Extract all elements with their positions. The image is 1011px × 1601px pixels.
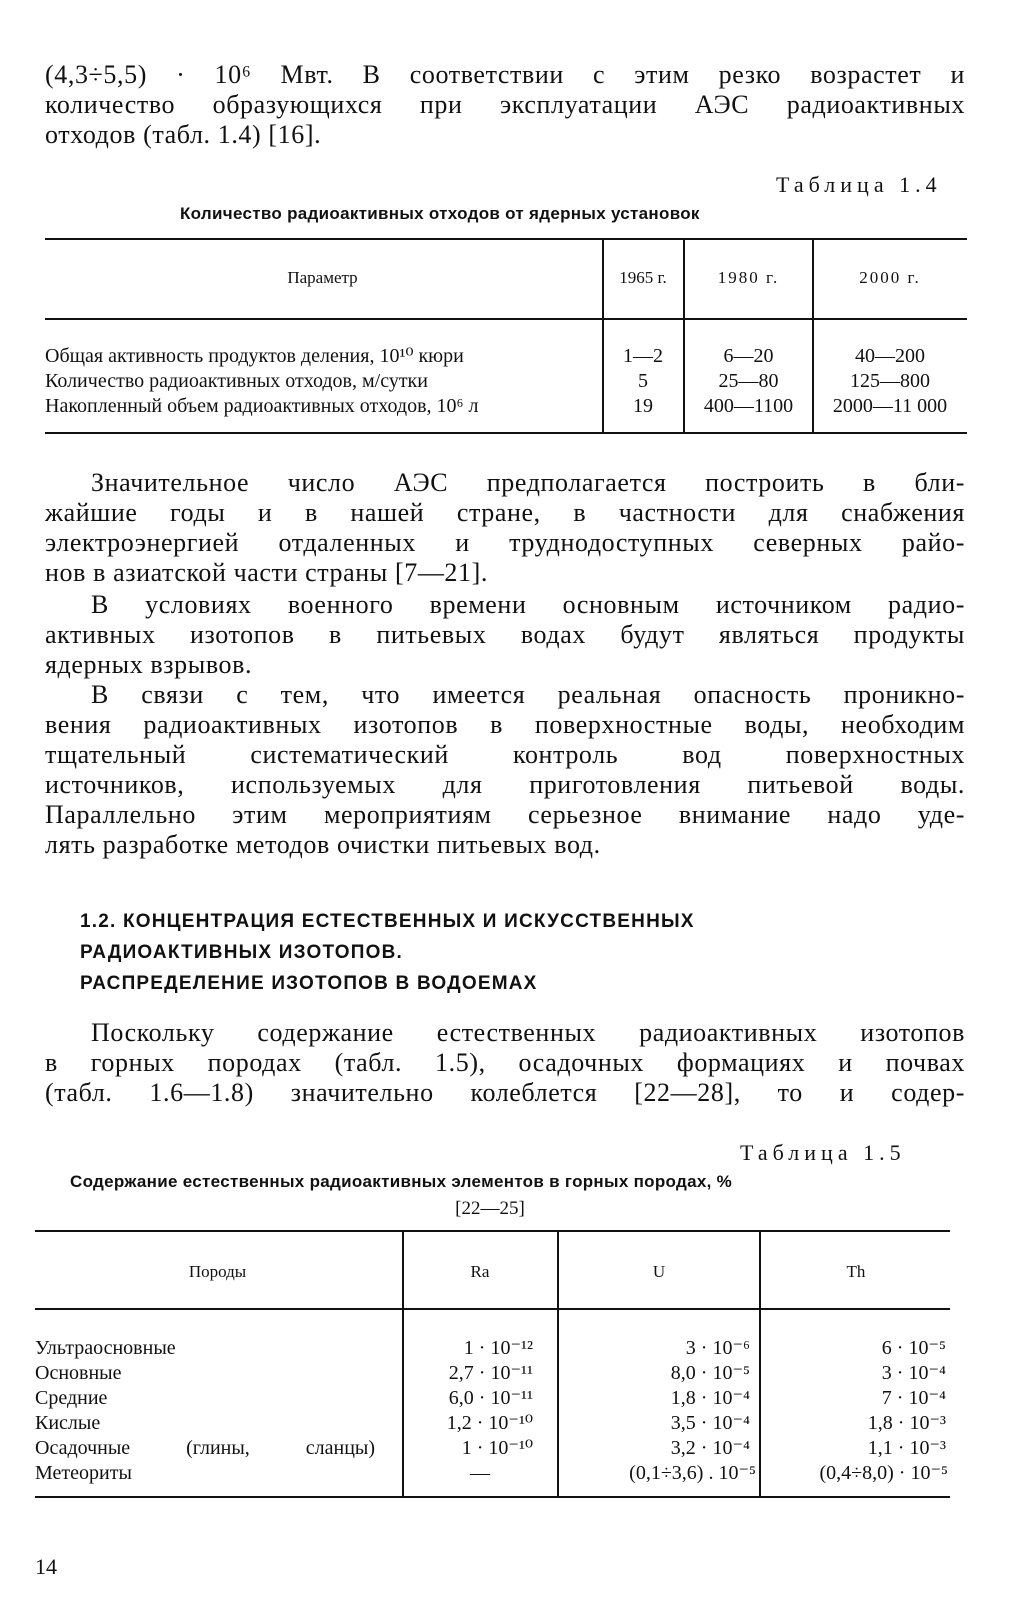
text-line: ядерных взрывов.: [45, 650, 253, 679]
table-1-4-cell: 25—80: [718, 370, 779, 392]
section-heading: [80, 906, 695, 999]
table-1-5-cell: 1,1 · 10⁻³: [867, 1437, 946, 1459]
table-1-4-header-1965: 1965 г.: [619, 268, 667, 287]
text-line: нов в азиатской части страны [7—21].: [45, 558, 488, 587]
table-1-5-cell: 3 · 10⁻⁶: [685, 1337, 750, 1359]
table-1-4-title: Количество радиоактивных отходов от ядерных установок: [180, 204, 700, 223]
table-1-5-cell: 6,0 · 10⁻¹¹: [448, 1387, 533, 1409]
table-1-5-cell: 8,0 · 10⁻⁵: [670, 1362, 750, 1384]
table-1-4-cell: 6—20: [723, 345, 774, 367]
table-1-5-row-label: Основные: [35, 1362, 122, 1384]
text-line: В связи с тем, что имеется реальная опасность проникно-: [91, 680, 965, 709]
table-1-4-header-param: Параметр: [287, 268, 358, 287]
table-1-5-cell: 1,8 · 10⁻⁴: [670, 1387, 750, 1409]
body-paragraph-2: [45, 590, 965, 680]
table-1-4-row-label: Количество радиоактивных отходов, м/сутки: [45, 370, 428, 392]
section-heading-line: 1.2. КОНЦЕНТРАЦИЯ ЕСТЕСТВЕННЫХ И ИСКУССТВЕННЫХ: [80, 911, 695, 932]
intro-paragraph: [45, 60, 965, 150]
table-1-5-cell: 1,8 · 10⁻³: [867, 1412, 946, 1434]
table-1-5-header-th: Th: [846, 1262, 866, 1281]
table-1-5-cell: 3,2 · 10⁻⁴: [670, 1437, 750, 1459]
table-1-5-title-ref: [22—25]: [455, 1198, 525, 1219]
table-1-5-col-divider: [557, 1232, 559, 1496]
table-1-4-col-divider: [812, 240, 814, 432]
table-1-5-row-label: Ультраосновные: [35, 1337, 176, 1359]
body-paragraph-1: [45, 468, 965, 588]
table-1-4-cell: 40—200: [855, 345, 925, 367]
table-1-5-cell: (0,4÷8,0) · 10⁻⁵: [819, 1462, 948, 1484]
text-line: активных изотопов в питьевых водах будут являться продукты: [45, 620, 965, 649]
table-1-5-header-u: U: [652, 1262, 666, 1281]
text-line: тщательный систематический контроль вод поверхностных: [45, 740, 965, 769]
body-paragraph-4: [45, 1018, 965, 1108]
table-1-5-col-divider: [402, 1232, 404, 1496]
table-1-5-row-label: Кислые: [35, 1412, 101, 1434]
table-1-4-header-rule: [45, 318, 967, 320]
table-1-5-cell: (0,1÷3,6) . 10⁻⁵: [629, 1462, 756, 1484]
table-1-5-caption: Таблица 1.5: [740, 1140, 906, 1165]
table-1-4-row-label: Общая активность продуктов деления, 10¹⁰ кюри: [45, 345, 464, 367]
table-1-5-cell: 3,5 · 10⁻⁴: [670, 1412, 750, 1434]
text-line: Значительное число АЭС предполагается построить в бли-: [91, 468, 965, 497]
table-1-5-col-divider: [759, 1232, 761, 1496]
table-1-4-row-label: Накопленный объем радиоактивных отходов, 10⁶ л: [45, 395, 479, 417]
table-1-5-cell: 3 · 10⁻⁴: [881, 1362, 946, 1384]
table-1-5-cell: —: [470, 1462, 490, 1484]
table-1-4-cell: 400—1100: [703, 395, 794, 417]
text-line: Параллельно этим мероприятиям серьезное внимание надо уде-: [45, 800, 965, 829]
text-line: жайшие годы и в нашей стране, в частности для снабжения: [45, 498, 965, 527]
body-paragraph-3: [45, 680, 965, 860]
table-1-5-cell: 7 · 10⁻⁴: [881, 1387, 946, 1409]
page-number: 14: [35, 1554, 57, 1579]
table-1-4-header-2000: 2000 г.: [859, 268, 921, 287]
table-1-5-row-label: Метеориты: [35, 1462, 132, 1484]
text-line: (табл. 1.6—1.8) значительно колеблется [22—28], то и содер-: [45, 1078, 965, 1107]
text-line: (4,3÷5,5) · 10⁶ Мвт. В соответствии с этим резко возрастет и: [45, 60, 965, 89]
table-1-4-cell: 1—2: [623, 345, 663, 367]
table-1-4-col-divider: [683, 240, 685, 432]
text-line: вения радиоактивных изотопов в поверхностные воды, необходим: [45, 710, 965, 739]
table-1-4-bottom-rule: [45, 432, 967, 434]
table-1-5-cell: 1 · 10⁻¹²: [463, 1337, 533, 1359]
table-1-5-title: Содержание естественных радиоактивных элементов в горных породах, %: [70, 1172, 733, 1191]
table-1-5-row-label: Средние: [35, 1387, 108, 1409]
table-1-4-caption: Таблица 1.4: [776, 172, 942, 197]
table-1-5-cell: 2,7 · 10⁻¹¹: [448, 1362, 533, 1384]
table-1-5-top-rule: [35, 1230, 950, 1232]
table-1-5-bottom-rule: [35, 1496, 950, 1498]
text-line: в горных породах (табл. 1.5), осадочных формациях и почвах: [45, 1048, 965, 1077]
table-1-5-header-rule: [35, 1308, 950, 1310]
section-heading-line: РАДИОАКТИВНЫХ ИЗОТОПОВ.: [80, 942, 404, 963]
table-1-5-cell: 6 · 10⁻⁵: [881, 1337, 946, 1359]
text-line: отходов (табл. 1.4) [16].: [45, 120, 322, 149]
text-line: лять разработке методов очистки питьевых вод.: [45, 830, 601, 859]
section-heading-line: РАСПРЕДЕЛЕНИЕ ИЗОТОПОВ В ВОДОЕМАХ: [80, 973, 538, 994]
table-1-5-header-ra: Ra: [470, 1262, 490, 1281]
text-line: В условиях военного времени основным источником радио-: [91, 590, 965, 619]
table-1-4-cell: 5: [638, 370, 648, 392]
table-1-4-cell: 19: [633, 395, 653, 417]
table-1-5-cell: 1,2 · 10⁻¹⁰: [446, 1412, 533, 1434]
table-1-4-header-1980: 1980 г.: [717, 268, 780, 287]
table-1-4-top-rule: [45, 238, 967, 240]
text-line: источников, используемых для приготовления питьевой воды.: [45, 770, 965, 799]
table-1-4-cell: 2000—11 000: [832, 395, 948, 417]
table-1-5-header-rocks: Породы: [188, 1262, 247, 1281]
text-line: Поскольку содержание естественных радиоактивных изотопов: [91, 1018, 965, 1047]
table-1-5-row-label: Осадочные (глины, сланцы): [35, 1437, 375, 1459]
table-1-5-cell: 1 · 10⁻¹⁰: [461, 1437, 533, 1459]
text-line: количество образующихся при эксплуатации АЭС радиоактивных: [45, 90, 965, 119]
text-line: электроэнергией отдаленных и труднодоступных северных райо-: [45, 528, 965, 557]
table-1-4-cell: 125—800: [850, 370, 930, 392]
